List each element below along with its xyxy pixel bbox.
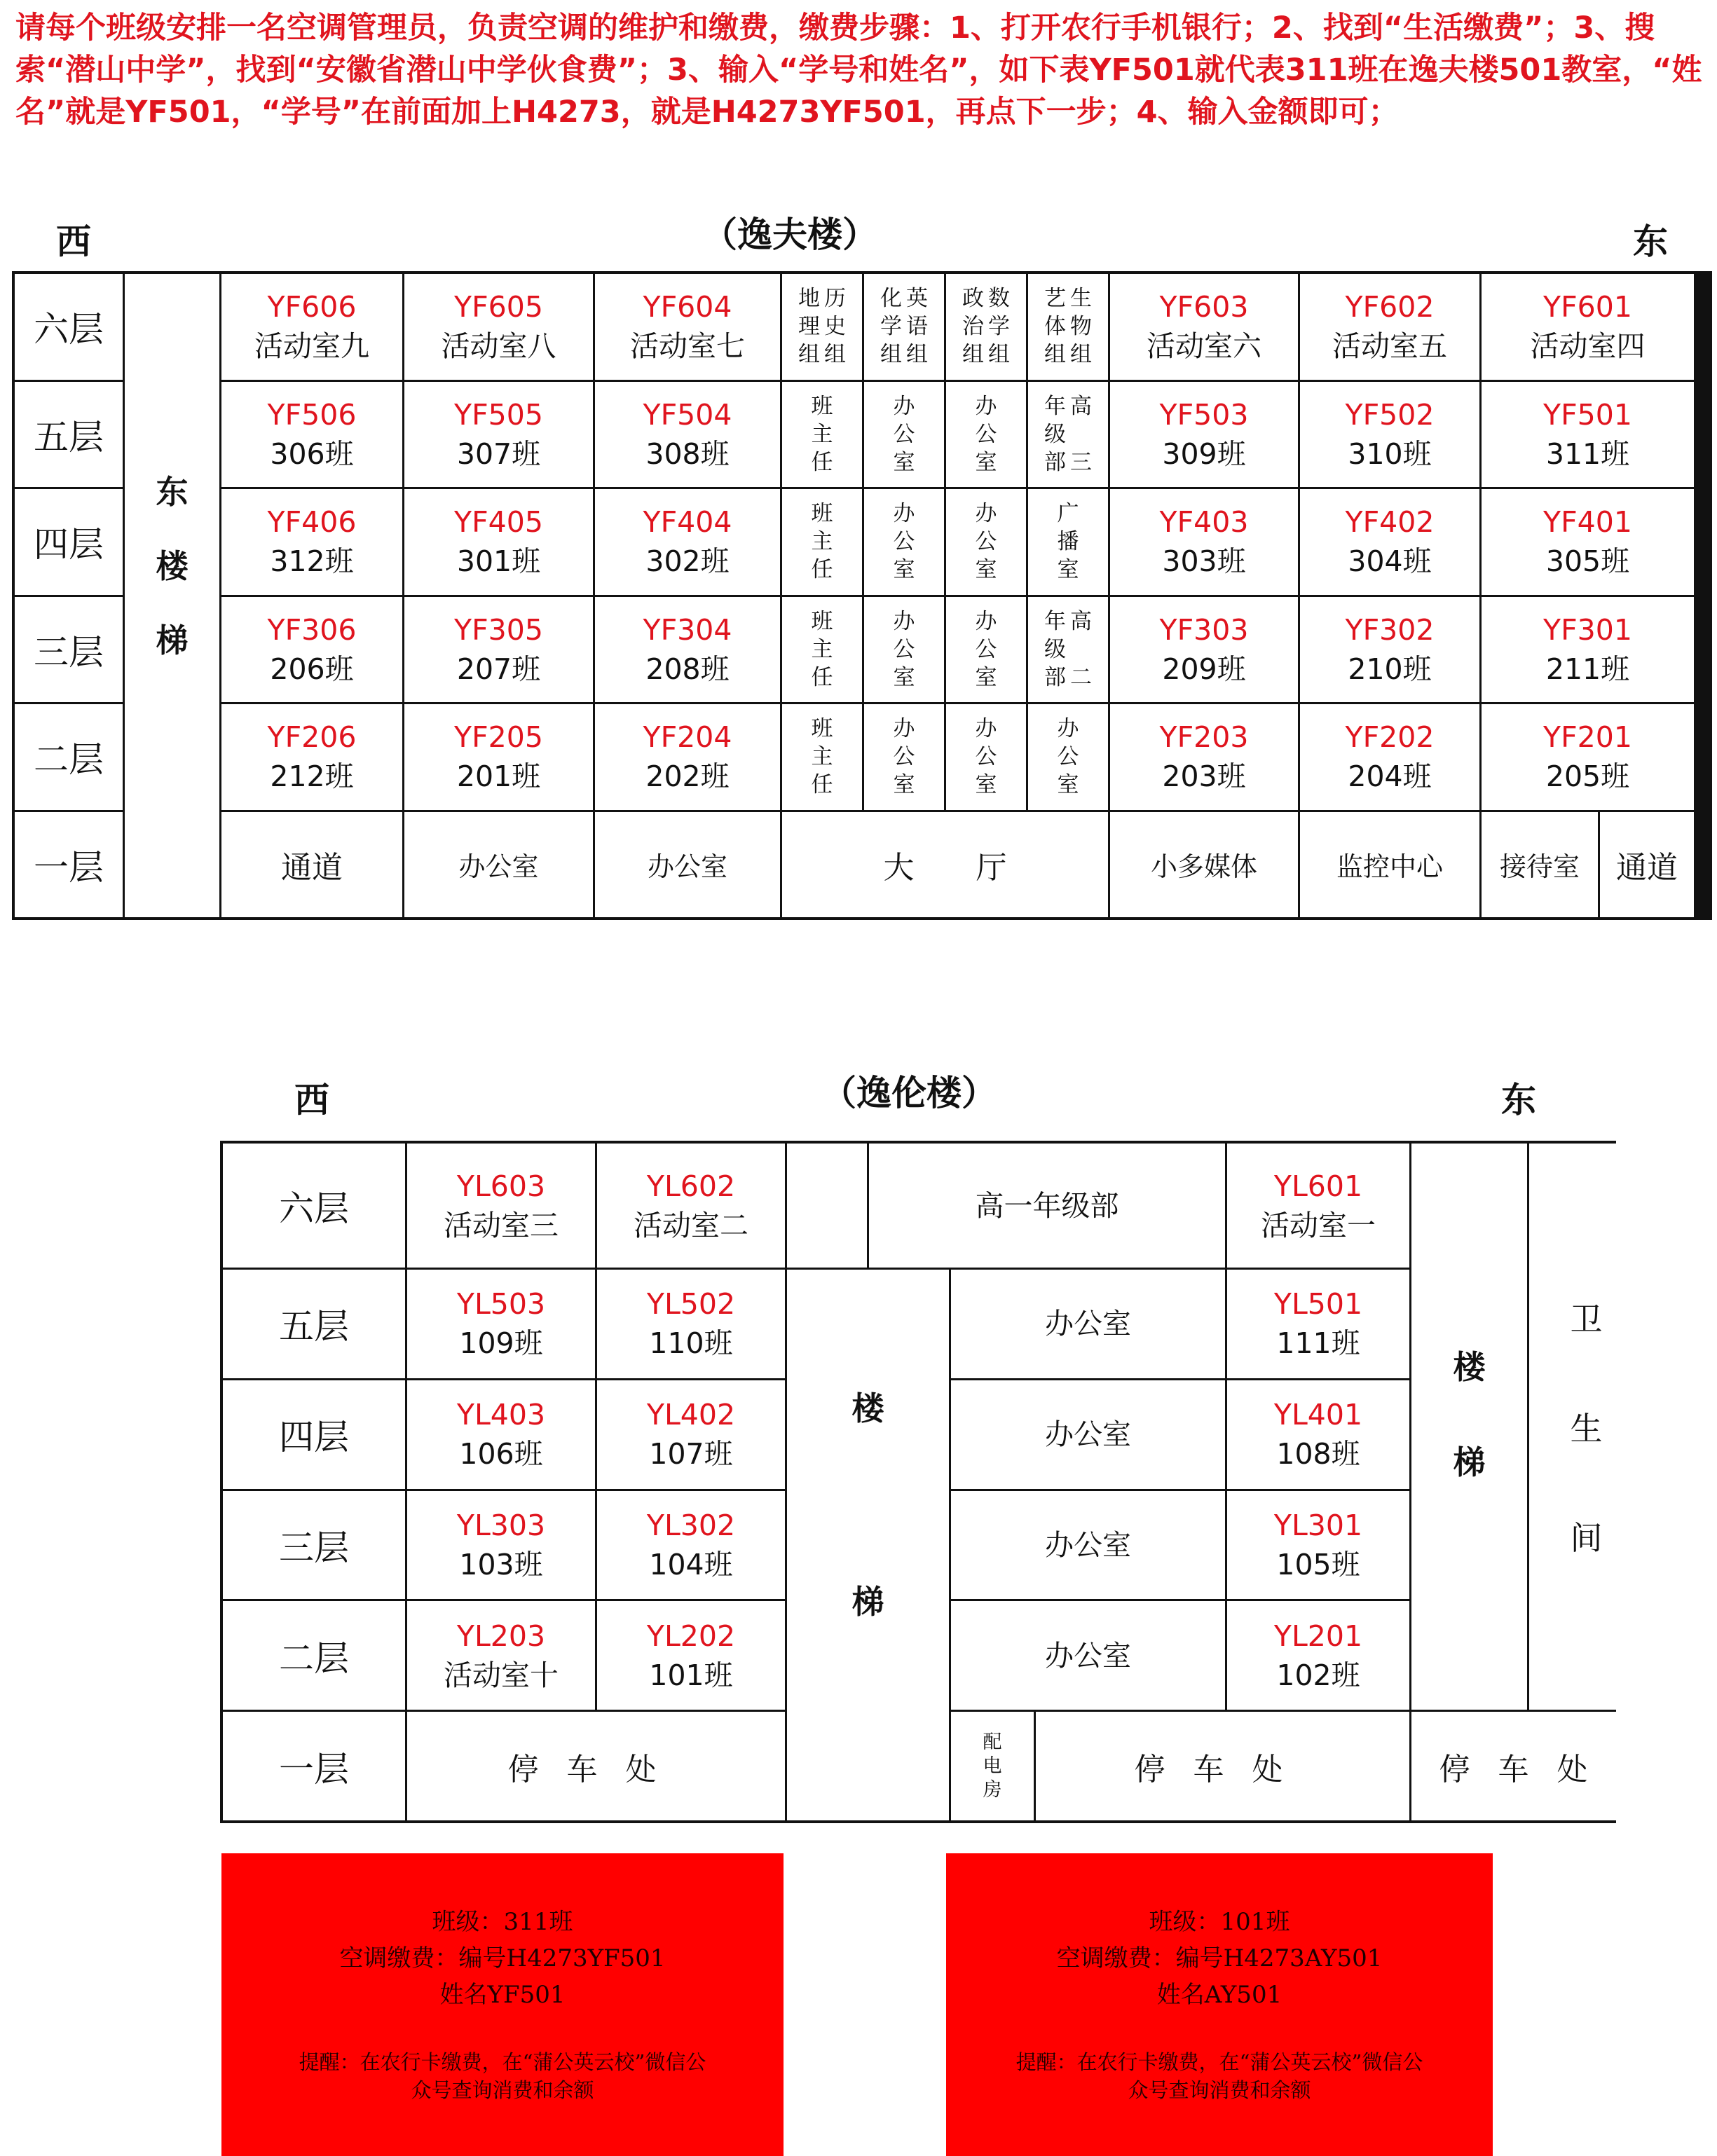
room-code: YL403 (456, 1398, 546, 1432)
room-cell (1482, 274, 1694, 380)
room-code: YF305 (454, 612, 543, 647)
room-name: 209班 (1162, 652, 1246, 686)
room-code: YF206 (267, 720, 357, 755)
room-cell (407, 1144, 595, 1268)
broadcast-room: 广 播 室 (1028, 489, 1108, 595)
room-name: 101班 (649, 1658, 733, 1692)
room-cell (1300, 489, 1479, 595)
room-cell (595, 489, 780, 595)
room-code: YF405 (454, 505, 543, 540)
yilun-east-label: 东 (1501, 1080, 1536, 1120)
room-name: 104班 (649, 1547, 733, 1581)
room-name: 208班 (645, 652, 730, 686)
room-code: YF301 (1543, 612, 1632, 647)
room-name: 103班 (459, 1547, 543, 1581)
room-cell (1482, 382, 1694, 488)
room-name: 107班 (649, 1437, 733, 1471)
stair-char: 楼 (156, 547, 189, 585)
room-code: YF601 (1543, 290, 1632, 324)
room-code: YF403 (1159, 505, 1249, 540)
room-name: 305班 (1545, 544, 1630, 579)
stair-char: 楼 (851, 1389, 884, 1427)
room-code: YF401 (1543, 505, 1632, 540)
room-name: 109班 (459, 1326, 543, 1361)
room-name: 活动室八 (441, 329, 556, 364)
yilun-floor-table (220, 1141, 1616, 1823)
room-code: YL302 (646, 1508, 736, 1542)
room-name: 活动室十 (444, 1658, 559, 1692)
room-code: YL503 (456, 1287, 546, 1321)
room-cell (407, 1601, 595, 1710)
card-fee-line: 空调缴费：编号H4273AY501 (1056, 1944, 1383, 1972)
room-code: YF202 (1345, 720, 1435, 755)
room-name: 204班 (1348, 760, 1432, 794)
room-name: 活动室九 (254, 329, 369, 364)
room-name: 活动室一 (1261, 1208, 1376, 1242)
yifu-west-label: 西 (56, 221, 91, 262)
room-cell (404, 382, 593, 488)
power-distribution-room: 配 电 房 (951, 1712, 1034, 1820)
room-code: YL303 (456, 1508, 546, 1542)
room-name: 201班 (456, 760, 541, 794)
fee-card-101 (946, 1853, 1493, 2156)
room-cell (1227, 1601, 1409, 1710)
card-class-line: 班级：311班 (432, 1908, 573, 1936)
card-tip-line: 众号查询消费和余额 (411, 2078, 594, 2102)
room-cell (1227, 1144, 1409, 1268)
head-teacher-office: 班 主 任 (782, 382, 862, 488)
room-cell (407, 1380, 595, 1489)
room-name: 活动室四 (1530, 329, 1646, 364)
room-code: YF501 (1543, 397, 1632, 432)
subject-group-cell: 政 数 治 学 组 组 (946, 274, 1026, 380)
room-name: 110班 (649, 1326, 733, 1361)
room-cell (1482, 704, 1694, 810)
room-cell (407, 1270, 595, 1378)
toilet-char: 生 (1570, 1410, 1603, 1448)
office-cell: 办公室 (951, 1601, 1225, 1710)
room-name: 205班 (1545, 760, 1630, 794)
room-code: YF302 (1345, 612, 1435, 647)
head-teacher-office: 班 主 任 (782, 489, 862, 595)
office-cell: 办 公 室 (864, 597, 944, 703)
toilet-char: 间 (1570, 1519, 1603, 1558)
room-cell (407, 1491, 595, 1600)
room-code: YL401 (1273, 1398, 1363, 1432)
yilun-west-label: 西 (294, 1080, 329, 1120)
room-cell (1300, 382, 1479, 488)
parking-east: 停车处 (1411, 1712, 1643, 1820)
room-name: 304班 (1348, 544, 1432, 579)
room-cell (597, 1270, 785, 1378)
room-cell (221, 704, 402, 810)
toilet-char: 卫 (1570, 1300, 1603, 1339)
room-cell (1110, 597, 1298, 703)
room-code: YF602 (1345, 290, 1435, 324)
card-name-line: 姓名AY501 (1156, 1981, 1282, 2009)
toilet (1529, 1144, 1643, 1710)
room-cell (597, 1491, 785, 1600)
small-multimedia-room: 小多媒体 (1110, 812, 1298, 918)
room-name: 312班 (270, 544, 354, 579)
east-passage: 通道 (1600, 812, 1694, 918)
room-cell (1110, 274, 1298, 380)
room-cell (1227, 1270, 1409, 1378)
office-cell: 办 公 室 (864, 382, 944, 488)
room-cell (595, 597, 780, 703)
yifu-building-title: （逸夫楼） (702, 214, 877, 255)
room-cell (221, 382, 402, 488)
room-code: YF303 (1159, 612, 1249, 647)
floor-label: 一层 (15, 812, 123, 918)
head-teacher-office: 班 主 任 (782, 704, 862, 810)
room-code: YL603 (456, 1169, 546, 1203)
card-class-line: 班级：101班 (1149, 1908, 1290, 1936)
grade-office-cell: 年 高 级 部 三 (1028, 382, 1108, 488)
room-code: YL602 (646, 1169, 736, 1203)
floor-label: 二层 (15, 704, 123, 810)
room-cell (1482, 597, 1694, 703)
room-cell (1110, 704, 1298, 810)
room-code: YF203 (1159, 720, 1249, 755)
room-cell (404, 704, 593, 810)
room-name: 206班 (270, 652, 354, 686)
room-code: YF506 (267, 397, 357, 432)
room-code: YL601 (1273, 1169, 1363, 1203)
room-code: YF406 (267, 505, 357, 540)
room-cell (597, 1144, 785, 1268)
stair-char: 梯 (851, 1583, 884, 1621)
office-cell: 办 公 室 (864, 704, 944, 810)
card-name-line: 姓名YF501 (439, 1981, 566, 2009)
room-cell (404, 274, 593, 380)
room-code: YF503 (1159, 397, 1249, 432)
room-name: 307班 (456, 437, 541, 471)
room-code: YF502 (1345, 397, 1435, 432)
room-name: 106班 (459, 1437, 543, 1471)
stair-char: 楼 (1453, 1348, 1486, 1387)
room-name: 105班 (1276, 1547, 1360, 1581)
parking-middle: 停车处 (1036, 1712, 1409, 1820)
room-name: 102班 (1276, 1658, 1360, 1692)
office-cell: 办 公 室 (946, 704, 1026, 810)
card-tip-line: 提醒：在农行卡缴费，在“蒲公英云校”微信公 (1015, 2050, 1423, 2074)
office-cell: 办 公 室 (1028, 704, 1108, 810)
room-cell (1110, 382, 1298, 488)
room-code: YF505 (454, 397, 543, 432)
parking-west: 停车处 (407, 1712, 785, 1820)
room-cell (404, 489, 593, 595)
room-name: 活动室七 (630, 329, 745, 364)
card-fee-line: 空调缴费：编号H4273YF501 (339, 1944, 666, 1972)
east-stairwell (125, 274, 219, 917)
room-cell (1227, 1491, 1409, 1600)
card-tip-line: 提醒：在农行卡缴费，在“蒲公英云校”微信公 (299, 2050, 706, 2074)
floor-label: 三层 (223, 1491, 405, 1600)
stair-char: 东 (156, 473, 189, 511)
reception-room: 接待室 (1482, 812, 1598, 918)
floor-label: 四层 (223, 1380, 405, 1489)
room-name: 211班 (1545, 652, 1630, 686)
office-cell: 办 公 室 (946, 597, 1026, 703)
room-code: YF404 (643, 505, 732, 540)
grade-office-cell: 年 高 级 部 二 (1028, 597, 1108, 703)
room-name: 活动室五 (1332, 329, 1447, 364)
room-code: YL301 (1273, 1508, 1363, 1542)
office-cell: 办 公 室 (946, 489, 1026, 595)
office-cell: 办公室 (595, 812, 780, 918)
room-code: YF504 (643, 397, 732, 432)
room-name: 311班 (1545, 437, 1630, 471)
floor-label: 一层 (223, 1712, 405, 1820)
stair-top (787, 1144, 867, 1268)
room-cell (1110, 489, 1298, 595)
room-name: 210班 (1348, 652, 1432, 686)
room-name: 203班 (1162, 760, 1246, 794)
room-code: YF402 (1345, 505, 1435, 540)
room-code: YL502 (646, 1287, 736, 1321)
room-code: YF606 (267, 290, 357, 324)
room-name: 306班 (270, 437, 354, 471)
room-name: 308班 (645, 437, 730, 471)
room-code: YF605 (454, 290, 543, 324)
subject-group-cell: 艺 生 体 物 组 组 (1028, 274, 1108, 380)
room-code: YL203 (456, 1619, 546, 1653)
room-code: YF205 (454, 720, 543, 755)
room-code: YF603 (1159, 290, 1249, 324)
yilun-building-title: （逸伦楼） (821, 1073, 997, 1113)
subject-group-cell: 地 历 理 史 组 组 (782, 274, 862, 380)
room-name: 301班 (456, 544, 541, 579)
room-cell (221, 489, 402, 595)
room-cell (221, 597, 402, 703)
room-name: 202班 (645, 760, 730, 794)
room-name: 活动室二 (634, 1208, 748, 1242)
payment-instructions: 请每个班级安排一名空调管理员，负责空调的维护和缴费，缴费步骤：1、打开农行手机银行；2、找到“生活缴费”；3、搜索“潜山中学”，找到“安徽省潜山中学伙食费”；3、输入“学号和姓名”，如下表YF501就代表311班在逸夫楼501教室，“姓名”就是YF501，“学号”在前面加上H4273，就是H4273YF501，再点下一步；4、输入金额即可； (15, 11, 1702, 130)
office-cell: 办公室 (404, 812, 593, 918)
room-cell (1482, 489, 1694, 595)
west-passage: 通道 (221, 812, 402, 918)
room-name: 303班 (1162, 544, 1246, 579)
office-cell: 办 公 室 (946, 382, 1026, 488)
office-cell: 办公室 (951, 1270, 1225, 1378)
room-name: 活动室六 (1147, 329, 1261, 364)
room-code: YL402 (646, 1398, 736, 1432)
office-cell: 办公室 (951, 1380, 1225, 1489)
room-cell (595, 704, 780, 810)
room-cell (597, 1601, 785, 1710)
room-cell (1227, 1380, 1409, 1489)
room-name: 活动室三 (444, 1208, 559, 1242)
yifu-floor-table (12, 271, 1712, 920)
yifu-east-label: 东 (1633, 221, 1668, 262)
room-name: 302班 (645, 544, 730, 579)
room-cell (1300, 274, 1479, 380)
floor-label: 六层 (223, 1144, 405, 1268)
floor-label: 四层 (15, 489, 123, 595)
room-name: 310班 (1348, 437, 1432, 471)
office-cell: 办公室 (951, 1491, 1225, 1600)
east-stairwell (1411, 1144, 1527, 1710)
head-teacher-office: 班 主 任 (782, 597, 862, 703)
office-cell: 办 公 室 (864, 489, 944, 595)
floor-label: 二层 (223, 1601, 405, 1710)
floor-label: 五层 (15, 382, 123, 488)
room-code: YF604 (643, 290, 732, 324)
room-cell (1300, 704, 1479, 810)
room-cell (1300, 597, 1479, 703)
floor-label: 三层 (15, 597, 123, 703)
floor-label: 五层 (223, 1270, 405, 1378)
room-code: YL501 (1273, 1287, 1363, 1321)
room-code: YL201 (1273, 1619, 1363, 1653)
card-tip-line: 众号查询消费和余额 (1128, 2078, 1311, 2102)
room-code: YF204 (643, 720, 732, 755)
floor-label: 六层 (15, 274, 123, 380)
stair-char: 梯 (156, 622, 189, 659)
room-cell (404, 597, 593, 703)
room-code: YL202 (646, 1619, 736, 1653)
room-name: 111班 (1276, 1326, 1360, 1361)
grade-one-office: 高一年级部 (869, 1144, 1225, 1268)
room-code: YF304 (643, 612, 732, 647)
room-name: 309班 (1162, 437, 1246, 471)
fee-card-311 (221, 1853, 784, 2156)
room-name: 212班 (270, 760, 354, 794)
room-cell (221, 274, 402, 380)
main-hall: 大 厅 (782, 812, 1108, 918)
room-code: YF201 (1543, 720, 1632, 755)
room-name: 108班 (1276, 1437, 1360, 1471)
room-cell (595, 274, 780, 380)
middle-stairwell (787, 1270, 949, 1820)
room-cell (597, 1380, 785, 1489)
room-cell (595, 382, 780, 488)
room-name: 207班 (456, 652, 541, 686)
stair-char: 梯 (1453, 1443, 1486, 1482)
subject-group-cell: 化 英 学 语 组 组 (864, 274, 944, 380)
monitoring-center: 监控中心 (1300, 812, 1479, 918)
room-code: YF306 (267, 612, 357, 647)
